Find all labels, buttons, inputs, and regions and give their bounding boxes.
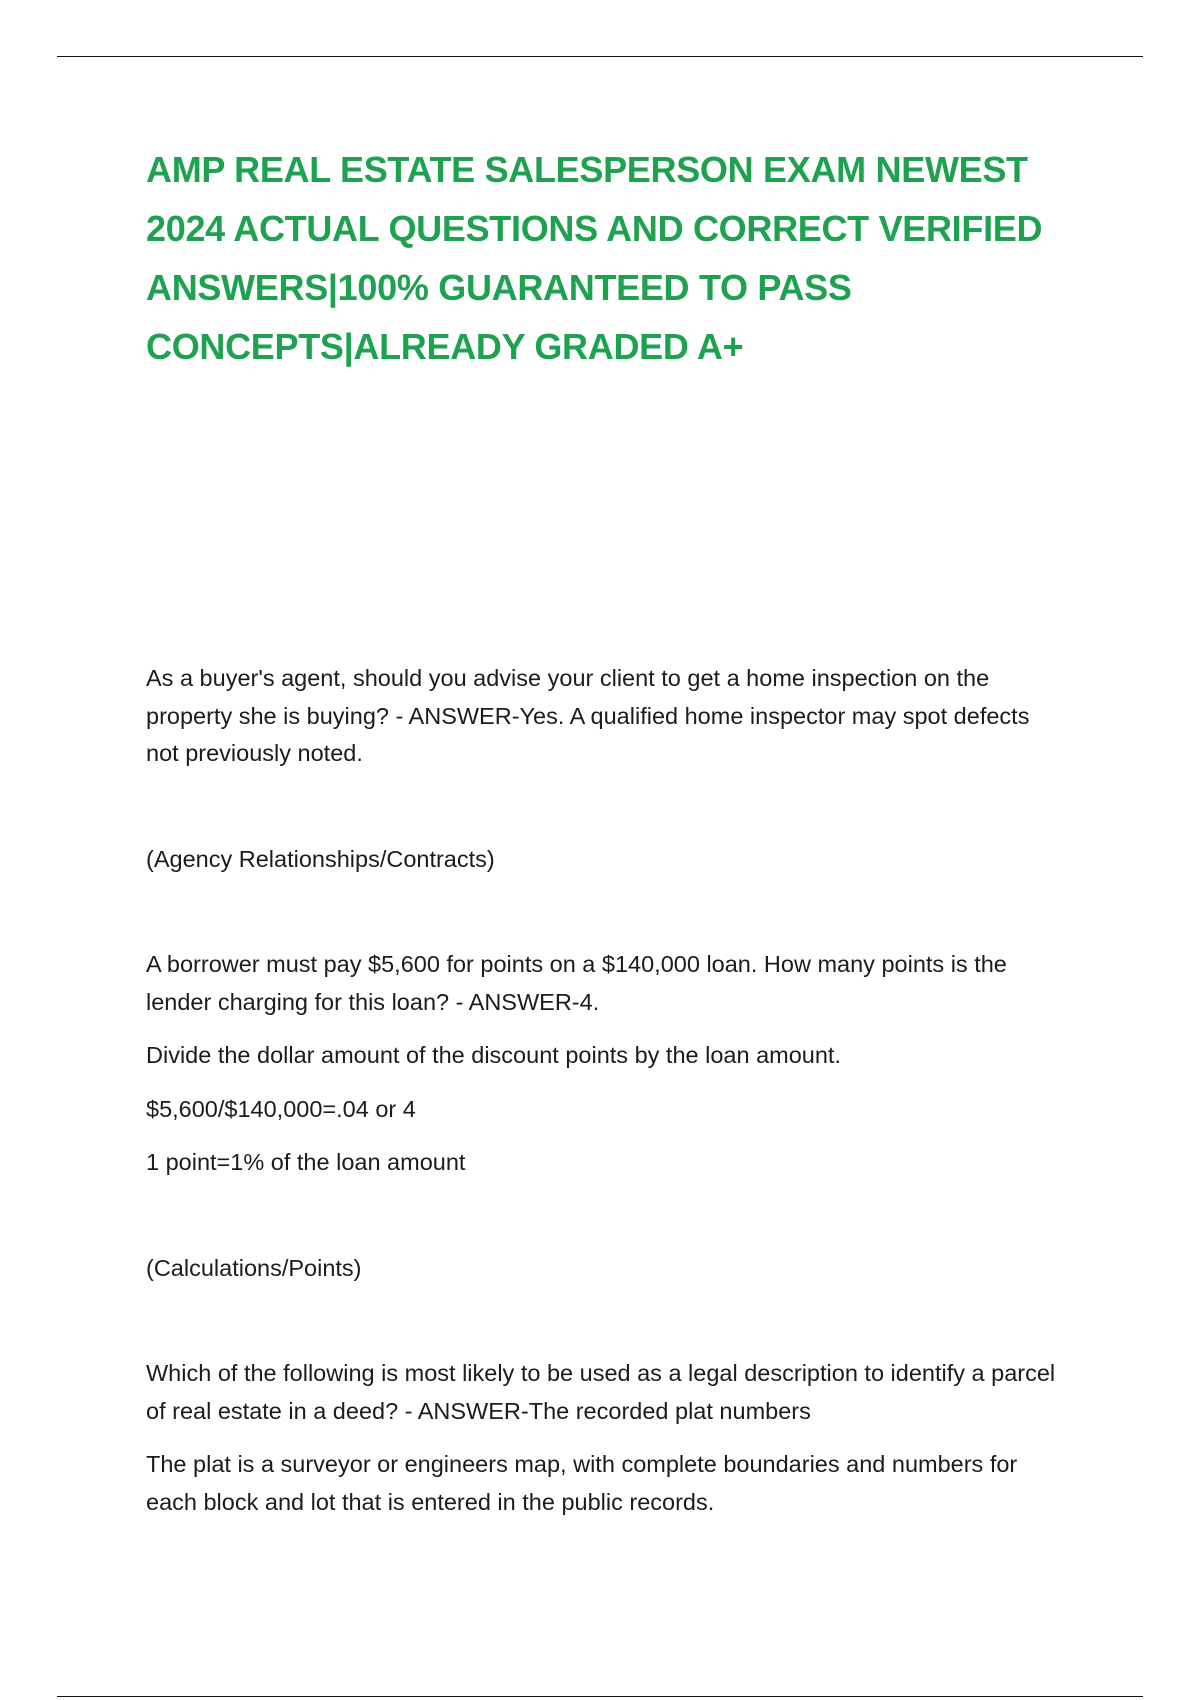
explanation-text: Divide the dollar amount of the discount points by the loan amount. [146,1042,841,1068]
question-text: A borrower must pay $5,600 for points on a $140,000 loan. How many points is the lender charging for this loan? - ANSWER-4. [146,951,1007,1015]
qa-entry [146,946,1066,1287]
question-text: Which of the following is most likely to be used as a legal description to identify a parcel of real estate in a deed? - ANSWER-The recorded plat numbers [146,1360,1056,1424]
explanation-text: The plat is a surveyor or engineers map, with complete boundaries and numbers for each block and lot that is entered in the public records. [146,1451,1018,1515]
document-title: AMP REAL ESTATE SALESPERSON EXAM NEWEST 2024 ACTUAL QUESTIONS AND CORRECT VERIFIED ANSWERS|100% GUARANTEED TO PASS CONCEPTS|ALREADY GRADED A+ [146,149,1043,367]
explanation-text: 1 point=1% of the loan amount [146,1149,466,1175]
question-text: As a buyer's agent, should you advise your client to get a home inspection on the property she is buying? - ANSWER-Yes. A qualified home inspector may spot defects not previously noted. [146,665,1030,766]
qa-entry [146,660,1066,878]
header-rule [57,56,1143,57]
explanation-text: $5,600/$140,000=.04 or 4 [146,1095,416,1122]
document-body [146,660,1066,1521]
qa-entry [146,1355,1066,1521]
category-label: (Calculations/Points) [146,1254,362,1281]
category-label: (Agency Relationships/Contracts) [146,845,495,872]
footer-rule [57,1696,1143,1697]
